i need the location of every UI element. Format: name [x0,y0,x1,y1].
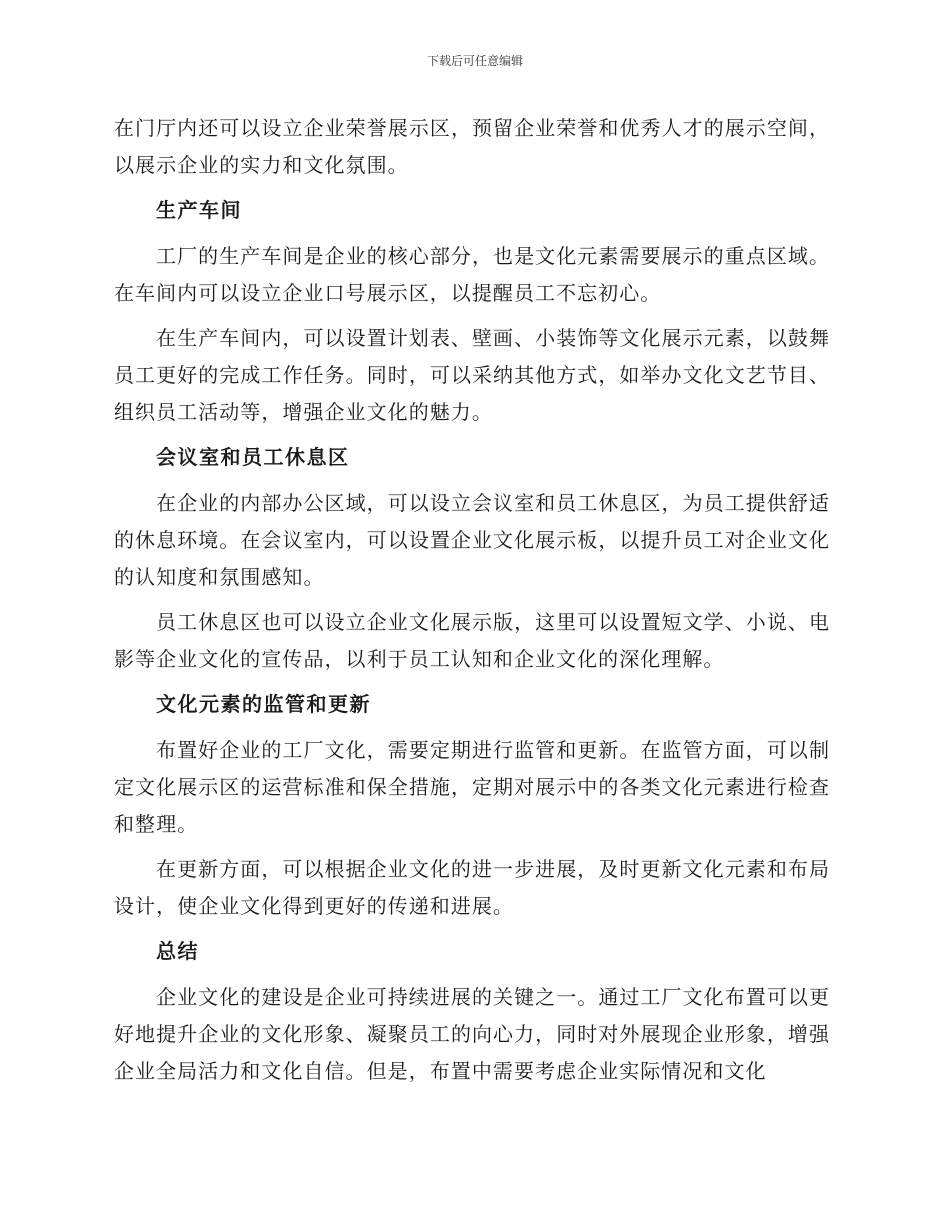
section-heading: 会议室和员工休息区 [156,445,350,469]
paragraph: 工厂的生产车间是企业的核心部分，也是文化元素需要展示的重点区域。在车间内可以设立企业口号展示区，以提醒员工不忘初心。 [114,244,830,305]
paragraph: 员工休息区也可以设立企业文化展示版，这里可以设置短文学、小说、电影等企业文化的宣传品，以利于员工认知和企业文化的深化理解。 [114,610,830,671]
section-heading: 总结 [156,939,199,963]
paragraph: 在门厅内还可以设立企业荣誉展示区，预留企业荣誉和优秀人才的展示空间，以展示企业的实力和文化氛围。 [114,116,830,177]
paragraph: 企业文化的建设是企业可持续进展的关键之一。通过工厂文化布置可以更好地提升企业的文化形象、凝聚员工的向心力，同时对外展现企业形象，增强企业全局活力和文化自信。但是，布置中需要考虑企业实际情况和文化 [114,985,830,1083]
paragraph: 在企业的内部办公区域，可以设立会议室和员工休息区，为员工提供舒适的休息环境。在会议室内，可以设置企业文化展示板，以提升员工对企业文化的认知度和氛围感知。 [114,491,830,589]
paragraph: 布置好企业的工厂文化，需要定期进行监管和更新。在监管方面，可以制定文化展示区的运营标准和保全措施，定期对展示中的各类文化元素进行检查和整理。 [114,738,830,836]
paragraph: 在更新方面，可以根据企业文化的进一步进展，及时更新文化元素和布局设计，使企业文化得到更好的传递和进展。 [114,857,830,918]
page-header: 下载后可任意编辑 [426,54,523,68]
section-heading: 生产车间 [156,198,242,222]
section-heading: 文化元素的监管和更新 [156,692,371,716]
document-body [114,110,830,1098]
paragraph: 在生产车间内，可以设置计划表、壁画、小装饰等文化展示元素，以鼓舞员工更好的完成工作任务。同时，可以采纳其他方式，如举办文化文艺节目、组织员工活动等，增强企业文化的魅力。 [114,326,830,424]
